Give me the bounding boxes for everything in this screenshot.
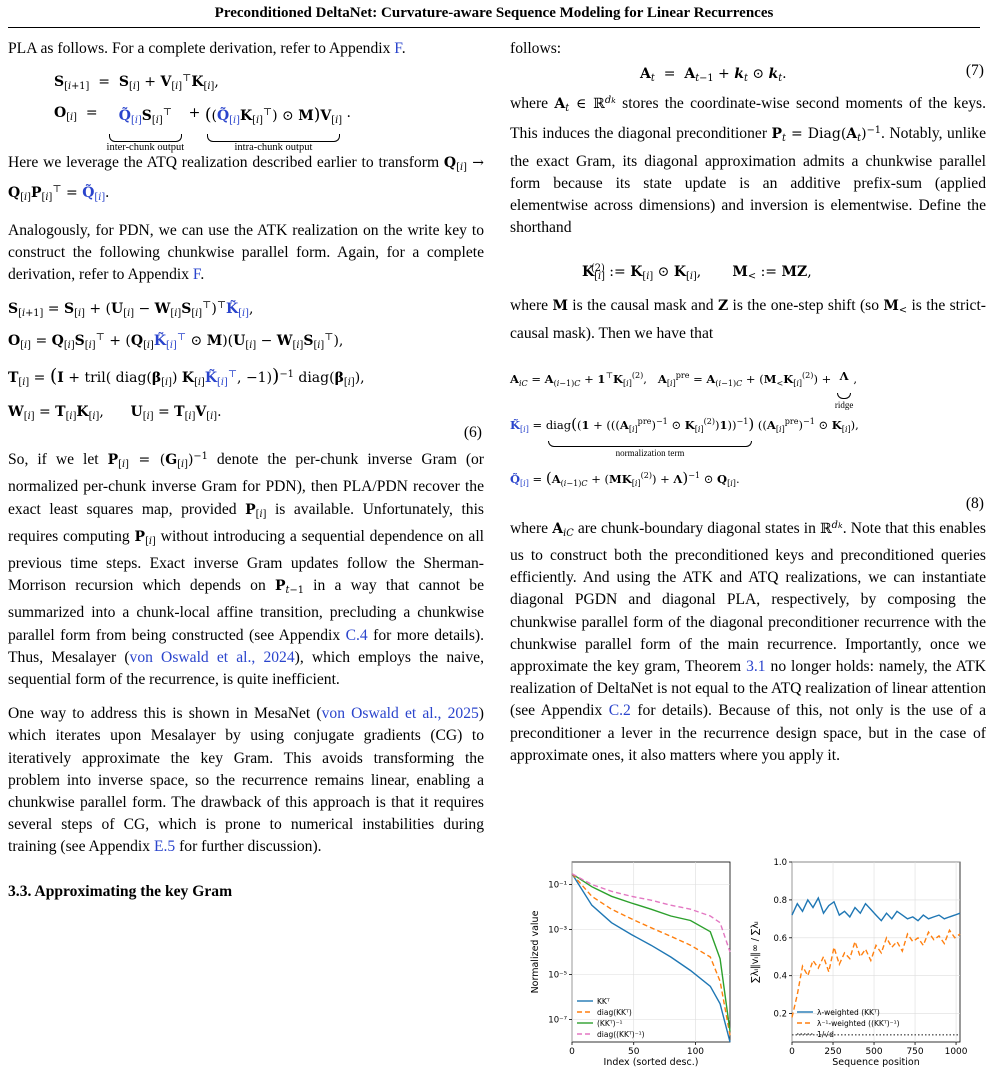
text: ) which iterates upon Mesalayer by using conjugate gradients (CG) to iteratively approximate the key Gram. This avoids transforming the problem into inverse space, so the recurrence remains linear, enabling a chunkwise parallel form. The drawback of this approach is that it requires several steps of CG, which is prone to numerical instabilities during training (see Appendix	[8, 705, 484, 856]
paragraph: where M is the causal mask and Z is the one-step shift (so $M_<$ is the strict-causal mask). Then we have that	[510, 297, 986, 342]
right-column	[510, 38, 986, 767]
text: for more details). Thus, Mesalayer (	[8, 626, 484, 666]
paragraph: Here we leverage the ATQ realization described earlier to transform $Q_{[i]} \to Q_{[i]}P_{[i]}^⊤$ = $Q̃_{[i]}$.	[8, 154, 484, 204]
x-tick-label: 750	[906, 1047, 924, 1057]
x-tick-label: 0	[789, 1047, 795, 1057]
series-line	[792, 930, 960, 1017]
series-line	[572, 874, 730, 952]
appendix-link[interactable]: F	[192, 266, 201, 284]
running-header: Preconditioned DeltaNet: Curvature-aware Sequence Modeling for Linear Recurrences	[214, 5, 774, 21]
x-tick-label: 0	[569, 1047, 575, 1057]
text: One way to address this is shown in MesaNet (	[8, 705, 322, 723]
text: is the strict-causal mask). Then we have that	[510, 297, 986, 342]
y-tick-label: 10⁻³	[548, 925, 567, 936]
citation-link[interactable]: von Oswald et al., 2024	[129, 648, 295, 666]
x-tick-label: 50	[627, 1047, 640, 1057]
text: is available. Unfortunately, this requires computing	[8, 500, 484, 545]
text: .	[401, 40, 406, 57]
text: ), which employs the naive, sequential form of the recurrence, is quite inefficient.	[8, 648, 484, 689]
x-tick-label: 500	[865, 1047, 883, 1057]
legend-label: 1/√d	[817, 1030, 834, 1039]
text: . Notably, unlike the exact Gram, its diagonal approximation admits a chunkwise parallel form because its state update is an additive prefix-sum (applied elementwise across dimensions) and inversion is elementwise. Define the shorthand	[510, 125, 987, 237]
y-tick-label: 0.4	[773, 971, 787, 982]
series-line	[572, 874, 730, 1035]
y-tick-label: 1.0	[773, 858, 787, 868]
y-tick-label: 10⁻⁷	[548, 1015, 567, 1026]
equation-diag-chunkwise: $A_{iC} = A_{(i-1)C} + 1^⊤K_{[i]}^{(2)}$, $A_{[i]}^{pre} = A_{(i-1)C} + (M_<K_{[i]}^{(2)}) + \Lambda$ ridge , $K̃_{[i]}$ = diag((1 + (($(A_{[i]}^{pre})^{-1}$ ⊙ $K_{[i]}^{(2)})1))^{-1}$) normalization term ($(A_{[i]}^{pre})^{-1}$ ⊙ $K_{[i]}$), $Q̃_{[i]} = (A_{(i-1)C} + (MK_{[i]}^{(2)}) + \Lambda)^{-1}$ ⊙ $Q_{[i]}$. (8)	[510, 368, 984, 512]
equation-diag-state: $A_t = A_{t-1} + k_t$ ⊙ $k_t$. (7)	[640, 62, 984, 85]
legend-label: λ⁻¹-weighted ((KKᵀ)⁻¹)	[817, 1019, 900, 1028]
text: where	[510, 297, 553, 315]
legend-label: diag((KKᵀ)⁻¹)	[597, 1030, 645, 1039]
equation-number: (7)	[965, 62, 984, 80]
legend-label: λ-weighted (KKᵀ)	[817, 1008, 880, 1017]
section-heading: 3.3. Approximating the key Gram	[8, 882, 233, 900]
y-tick-label: 0.8	[773, 895, 787, 906]
text: So, if we let	[8, 451, 108, 469]
text: in a way that cannot be summarized into a chunk-local affine transition, precluding a chunkwise parallel form from being constructed (see Appendix	[8, 577, 485, 644]
brace-label: intra-chunk output	[234, 142, 313, 154]
x-tick-label: 250	[824, 1047, 842, 1057]
text: .	[200, 266, 205, 284]
series-line	[572, 874, 730, 1032]
theorem-link[interactable]: 3.1	[746, 658, 766, 676]
brace-label: normalization term	[615, 447, 685, 458]
appendix-link[interactable]: E.5	[153, 838, 176, 856]
paragraph: follows:	[510, 40, 562, 57]
y-axis-label: ∑λᵢ‖vᵢ‖∞ / ∑λᵢ	[750, 921, 761, 983]
text: without introducing a sequential dependence on all previous time steps. Exact inverse Gram updates follow the Sherman-Morrison recursion which depends on	[8, 527, 484, 595]
text: stores the coordinate-wise second moments of the keys. This induces the diagonal preconditioner	[510, 95, 987, 143]
y-tick-label: 0.6	[773, 933, 787, 944]
text: for further discussion).	[175, 838, 322, 856]
x-axis-label: Index (sorted desc.)	[603, 1057, 699, 1068]
citation-link[interactable]: von Oswald et al., 2025	[321, 705, 479, 723]
appendix-link[interactable]: C.4	[345, 626, 368, 644]
brace-label: ridge	[834, 399, 854, 410]
x-axis-label: Sequence position	[832, 1057, 920, 1068]
paragraph: So, if we let $P_{[i]} = (G_{[i]})^{-1}$ denote the per-chunk inverse Gram (or normalized per-chunk inverse Gram for PDN), then PLA/PDN recover the exact least squares map, provided $P_{[i]}$ is available. Unfortunately, this requires computing $P_{[i]}$ without introducing a sequential dependence on all previous time steps. Exact inverse Gram updates follow the Sherman-Morrison recursion which depends on $P_{t-1}$ in a way that cannot be summarized into a chunk-local affine transition, precluding a chunkwise parallel form from being constructed (see Appendix C.4 for more details). Thus, Mesalayer (von Oswald et al., 2024), which employs the naive, sequential form of the recurrence, is quite inefficient.	[8, 451, 485, 689]
text: Here we leverage the ATQ realization described earlier to transform	[8, 154, 444, 172]
appendix-link[interactable]: C.2	[608, 702, 631, 720]
x-tick-label: 1000	[944, 1047, 968, 1057]
y-axis-label: Normalized value	[530, 910, 541, 994]
header-rule	[8, 27, 980, 28]
legend-label: diag(KKᵀ)	[597, 1008, 632, 1017]
equation-shorthand: $K_{[i]}^{(2)}$ := $K_{[i]}$ ⊙ $K_{[i]}$, $M_<$ := MZ,	[582, 263, 812, 283]
figure-plots	[520, 850, 980, 1082]
text: denote the per-chunk inverse Gram (or normalized per-chunk inverse Gram for PDN), then PLA/PDN recover the exact least squares map, provided	[8, 451, 484, 518]
text: where	[510, 95, 555, 113]
equation-number: (8)	[965, 494, 984, 512]
equation-number: (6)	[463, 424, 482, 442]
paragraph	[8, 38, 484, 60]
left-column	[8, 38, 484, 901]
y-tick-label: 10⁻¹	[548, 880, 567, 891]
chart-ratio	[750, 858, 968, 1068]
equation-chunkwise-pdn: $S_{[i+1]} = S_{[i]} + (U_{[i]}$ − $W_{[i]}S_{[i]}^⊤)^⊤K̃_{[i]}$, $O_{[i]} = Q_{[i]}S_{[i]}^⊤$ + ($Q_{[i]}K̃_{[i]}^⊤$ ⊙ $M)(U_{[i]} - W_{[i]}S_{[i]}^⊤)$, $T_{[i]} = (I$ + tril( $diag(\beta_{[i]})$ $K_{[i]}K̃_{[i]}^⊤$, −1))$^{-1}$ $diag(\beta_{[i]})$, $W_{[i]} = T_{[i]}K_{[i]}$, $U_{[i]} = T_{[i]}V_{[i]}$. (6)	[8, 300, 482, 442]
text: PLA as follows. For a complete derivation, refer to Appendix	[8, 40, 395, 57]
text: . Note that this enables us to construct both the preconditioned keys and preconditioned queries efficiently. And using the ATK and ATQ realizations, we can instantiate diagonal PGDN and diagonal PLA, respectively, by composing the chunkwise parallel form of the diagonal preconditioner recurrence with the chunkwise parallel form of the main recurrence. Importantly, once we approximate the key gram, Theorem	[510, 519, 986, 676]
series-line	[792, 898, 960, 921]
paragraph: where $A_{iC}$ are chunk-boundary diagonal states in ℝ$^{dk}$. Note that this enables us to construct both the preconditioned keys and preconditioned queries efficiently. And using the ATK and ATQ realizations, we can instantiate diagonal PGDN and diagonal PLA, respectively, by composing the chunkwise parallel form of the diagonal preconditioner recurrence with the chunkwise parallel form of the main recurrence. Importantly, once we approximate the key gram, Theorem 3.1 no longer holds: namely, the ATK realization of DeltaNet is not equal to the ATQ realization of linear attention (see Appendix C.2 for details). Because of this, not only is the use of a preconditioner a lever in the recurrence design space, but in the case of approximate ones, it also matters where you apply it.	[510, 519, 987, 764]
text: no longer holds: namely, the ATK realization of DeltaNet is not equal to the ATQ realization of linear attention (see Appendix	[510, 658, 987, 720]
paragraph	[8, 703, 484, 858]
y-tick-label: 10⁻⁵	[548, 970, 567, 981]
paragraph: where $A_t$ ∈ ℝ$^{dk}$ stores the coordinate-wise second moments of the keys. This induces the diagonal preconditioner $P_t$ = $Diag(A_t)^{-1}$. Notably, unlike the exact Gram, its diagonal approximation admits a chunkwise parallel form because its state update is an additive prefix-sum (applied elementwise across dimensions) and inversion is elementwise. Define the shorthand	[510, 95, 987, 237]
text: for details). Because of this, not only is the use of a preconditioner a lever in the recurrence design space, but in the case of approximate ones, it also matters where you apply it.	[510, 702, 986, 764]
text: is the one-step shift (so	[728, 297, 884, 315]
chart-spectrum	[530, 862, 730, 1068]
equation-chunkwise-pla: $S_{[i+1]} = S_{[i]} + V_{[i]}^⊤K_{[i]}$, $O_{[i]}$ = $Q̃_{[i]}S_{[i]}^⊤$ inter-chunk output + ($(Q̃_{[i]}K_{[i]}^⊤)$ ⊙ $M)V_{[i]}$ intra-chunk output .	[54, 73, 351, 154]
paragraph	[8, 220, 484, 287]
text: Analogously, for PDN, we can use the ATK realization on the write key to construct the following chunkwise parallel form. Again, for a complete derivation, refer to Appendix	[8, 221, 484, 284]
x-tick-label: 100	[686, 1047, 705, 1057]
y-tick-label: 0.2	[773, 1009, 787, 1020]
text: where	[510, 519, 553, 537]
text: are chunk-boundary diagonal states in	[573, 519, 821, 537]
brace-label: inter-chunk output	[106, 142, 185, 154]
legend-label: KKᵀ	[597, 997, 610, 1006]
appendix-link[interactable]: F	[394, 40, 402, 57]
legend-label: (KKᵀ)⁻¹	[597, 1019, 623, 1028]
text: is the causal mask and	[567, 297, 718, 315]
